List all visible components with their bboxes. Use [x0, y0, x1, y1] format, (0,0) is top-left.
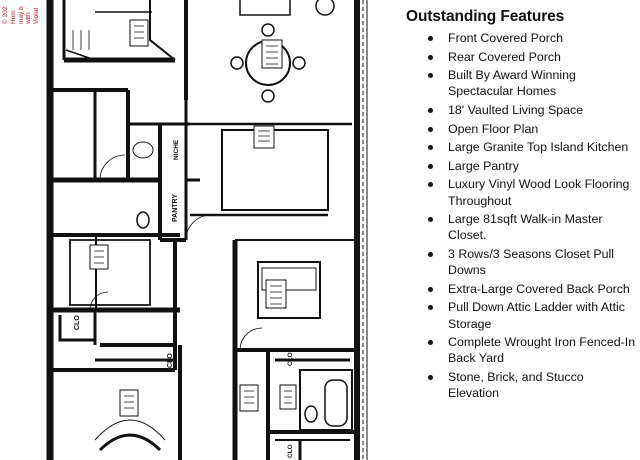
copyright-line: Violat [33, 7, 41, 24]
feature-item: Rear Covered Porch [398, 49, 638, 65]
feature-item: Pull Down Attic Ladder with Attic Storage [398, 299, 638, 331]
feature-item: 18' Vaulted Living Space [398, 102, 638, 118]
copyright-line: © 202 [2, 6, 9, 24]
feature-item: Open Floor Plan [398, 121, 638, 137]
closet-label: CLO [287, 352, 294, 366]
niche-label: NICHE [173, 139, 180, 160]
feature-item: Built By Award Winning Spectacular Homes [398, 67, 638, 99]
feature-item: Large Pantry [398, 158, 638, 174]
feature-item: Front Covered Porch [398, 30, 638, 46]
feature-item: Large Granite Top Island Kitchen [398, 139, 638, 155]
feature-item: Luxury Vinyl Wood Look Flooring Throughout [398, 176, 638, 208]
feature-item: 3 Rows/3 Seasons Closet Pull Downs [398, 246, 638, 278]
feature-item: Large 81sqft Walk-in Master Closet. [398, 211, 638, 243]
features-title: Outstanding Features [406, 8, 565, 25]
closet-label: CLO [167, 353, 174, 368]
feature-item: Extra-Large Covered Back Porch [398, 281, 638, 297]
feature-item: Complete Wrought Iron Fenced-In Back Yard [398, 334, 638, 366]
copyright-line: Hom [9, 10, 17, 24]
features-list [398, 30, 638, 401]
closet-label: CLO [74, 315, 81, 330]
copyright-line: may b [17, 6, 25, 24]
features-panel [398, 8, 638, 404]
feature-item: Stone, Brick, and Stucco Elevation [398, 369, 638, 401]
pantry-label: PANTRY [172, 194, 179, 222]
closet-label: CLO [287, 444, 294, 458]
copyright-line: with [25, 12, 33, 24]
